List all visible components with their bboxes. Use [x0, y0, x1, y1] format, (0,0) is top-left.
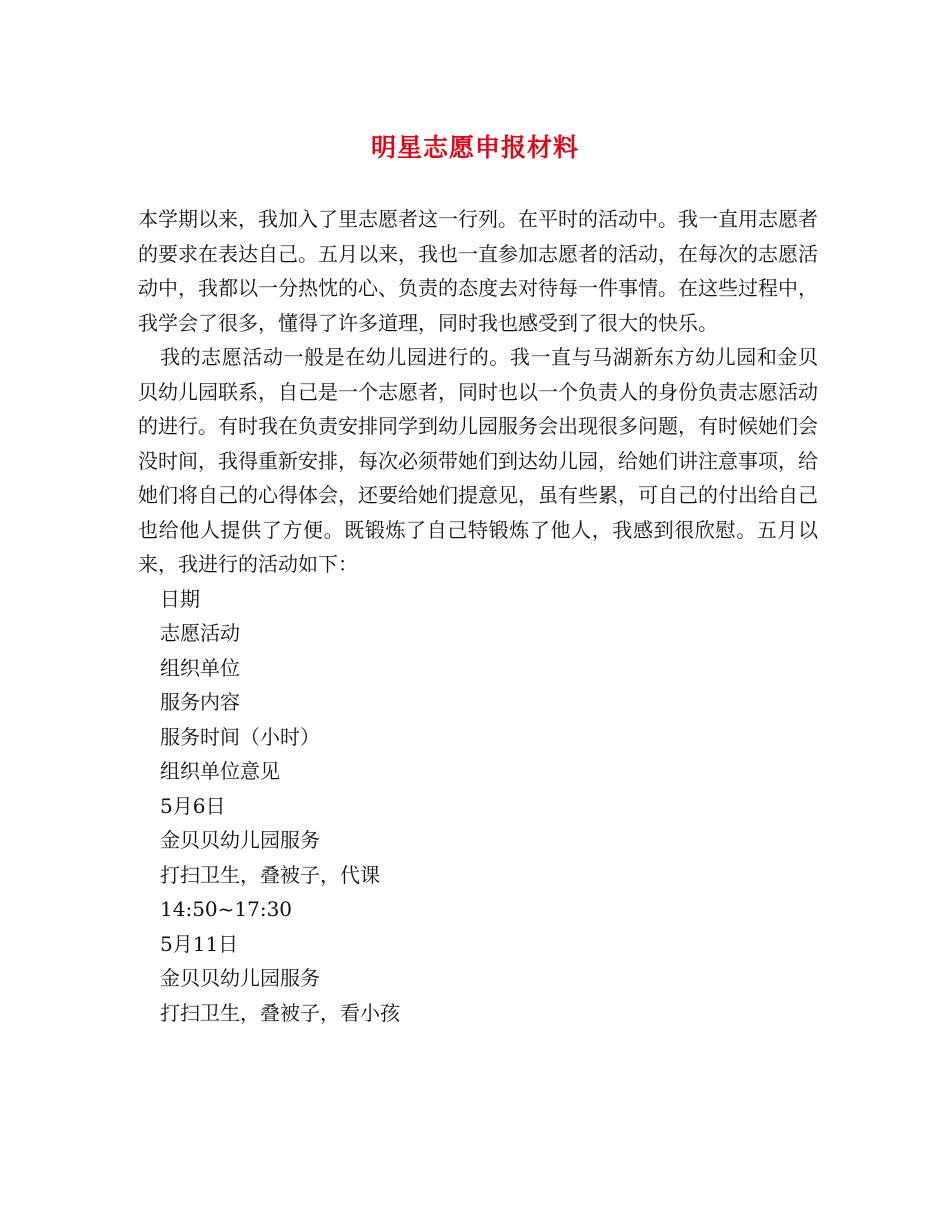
- list-item-hours-header: 服务时间（小时）: [160, 724, 320, 749]
- list-item-organizer-header: 组织单位: [160, 655, 240, 680]
- document-title: 明星志愿申报材料: [370, 133, 579, 162]
- list-item-date: 5月6日: [160, 793, 226, 818]
- list-item-date: 5月11日: [160, 931, 239, 956]
- list-item-hours: 14:50~17:30: [160, 897, 293, 921]
- list-item-activity: 金贝贝幼儿园服务: [160, 828, 320, 852]
- list-item-date-header: 日期: [160, 586, 200, 611]
- activity-paragraph: 我的志愿活动一般是在幼儿园进行的。我一直与马湖新东方幼儿园和金贝贝幼儿园联系，自己是一个志愿者，同时也以一个负责人的身份负责志愿活动的进行。有时我在负责安排同学到幼儿园服务会出现很多问题，有时候她们会没时间，我得重新安排，每次必须带她们到达幼儿园，给她们讲注意事项，给她们将自己的心得体会，还要给她们提意见，虽有些累，可自己的付出给自己也给他人提供了方便。既锻炼了自己特锻炼了他人，我感到很欣慰。五月以来，我进行的活动如下：: [138, 345, 818, 576]
- list-item-content: 打扫卫生，叠被子，代课: [160, 862, 380, 887]
- list-item-opinion-header: 组织单位意见: [160, 759, 280, 783]
- list-item-activity-header: 志愿活动: [160, 621, 240, 645]
- document-body: [138, 202, 818, 1030]
- list-item-activity: 金贝贝幼儿园服务: [160, 966, 320, 990]
- activity-record-list: [138, 582, 818, 1031]
- list-item-content: 打扫卫生，叠被子，看小孩: [160, 1000, 400, 1025]
- list-item-content-header: 服务内容: [160, 690, 240, 714]
- intro-paragraph: 本学期以来，我加入了里志愿者这一行列。在平时的活动中。我一直用志愿者的要求在表达自己。五月以来，我也一直参加志愿者的活动，在每次的志愿活动中，我都以一分热忱的心、负责的态度去对待每一件事情。在这些过程中，我学会了很多，懂得了许多道理，同时我也感受到了很大的快乐。: [138, 207, 818, 335]
